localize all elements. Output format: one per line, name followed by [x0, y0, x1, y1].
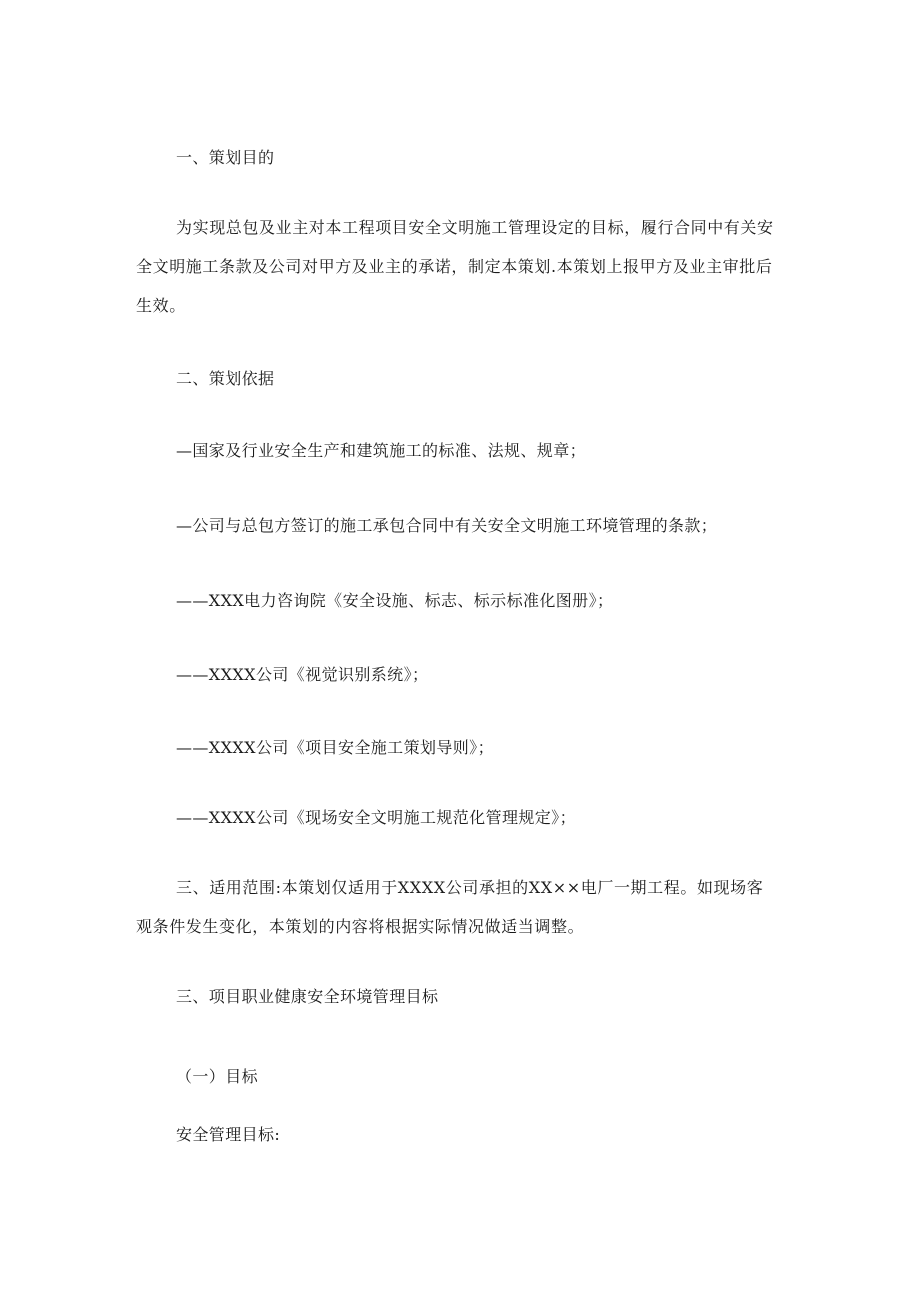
- paragraph-purpose: 为实现总包及业主对本工程项目安全文明施工管理设定的目标，履行合同中有关安全文明施工条款及公司对甲方及业主的承诺，制定本策划.本策划上报甲方及业主审批后生效。: [136, 218, 774, 315]
- basis-item-1: —国家及行业安全生产和建筑施工的标准、法规、规章；: [176, 441, 587, 460]
- basis-item-3: ——XXX电力咨询院《安全设施、标志、标示标准化图册》；: [176, 591, 614, 610]
- subsection-heading-goal: （一）目标: [176, 1067, 259, 1086]
- section-heading-goals: 三、项目职业健康安全环境管理目标: [176, 987, 439, 1006]
- basis-item-6: ——XXXX公司《现场安全文明施工规范化管理规定》；: [176, 808, 576, 827]
- basis-item-2: —公司与总包方签订的施工承包合同中有关安全文明施工环境管理的条款；: [176, 516, 718, 535]
- basis-item-5: ——XXXX公司《项目安全施工策划导则》；: [176, 738, 494, 757]
- basis-item-4: ——XXXX公司《视觉识别系统》；: [176, 665, 429, 684]
- section-heading-purpose: 一、策划目的: [176, 148, 275, 167]
- label-safety-goal: 安全管理目标:: [176, 1125, 281, 1144]
- section-heading-basis: 二、策划依据: [176, 369, 275, 388]
- paragraph-scope: 三、适用范围:本策划仅适用于XXXX公司承担的XX××电厂一期工程。如现场客观条件发生变化，本策划的内容将根据实际情况做适当调整。: [136, 878, 764, 936]
